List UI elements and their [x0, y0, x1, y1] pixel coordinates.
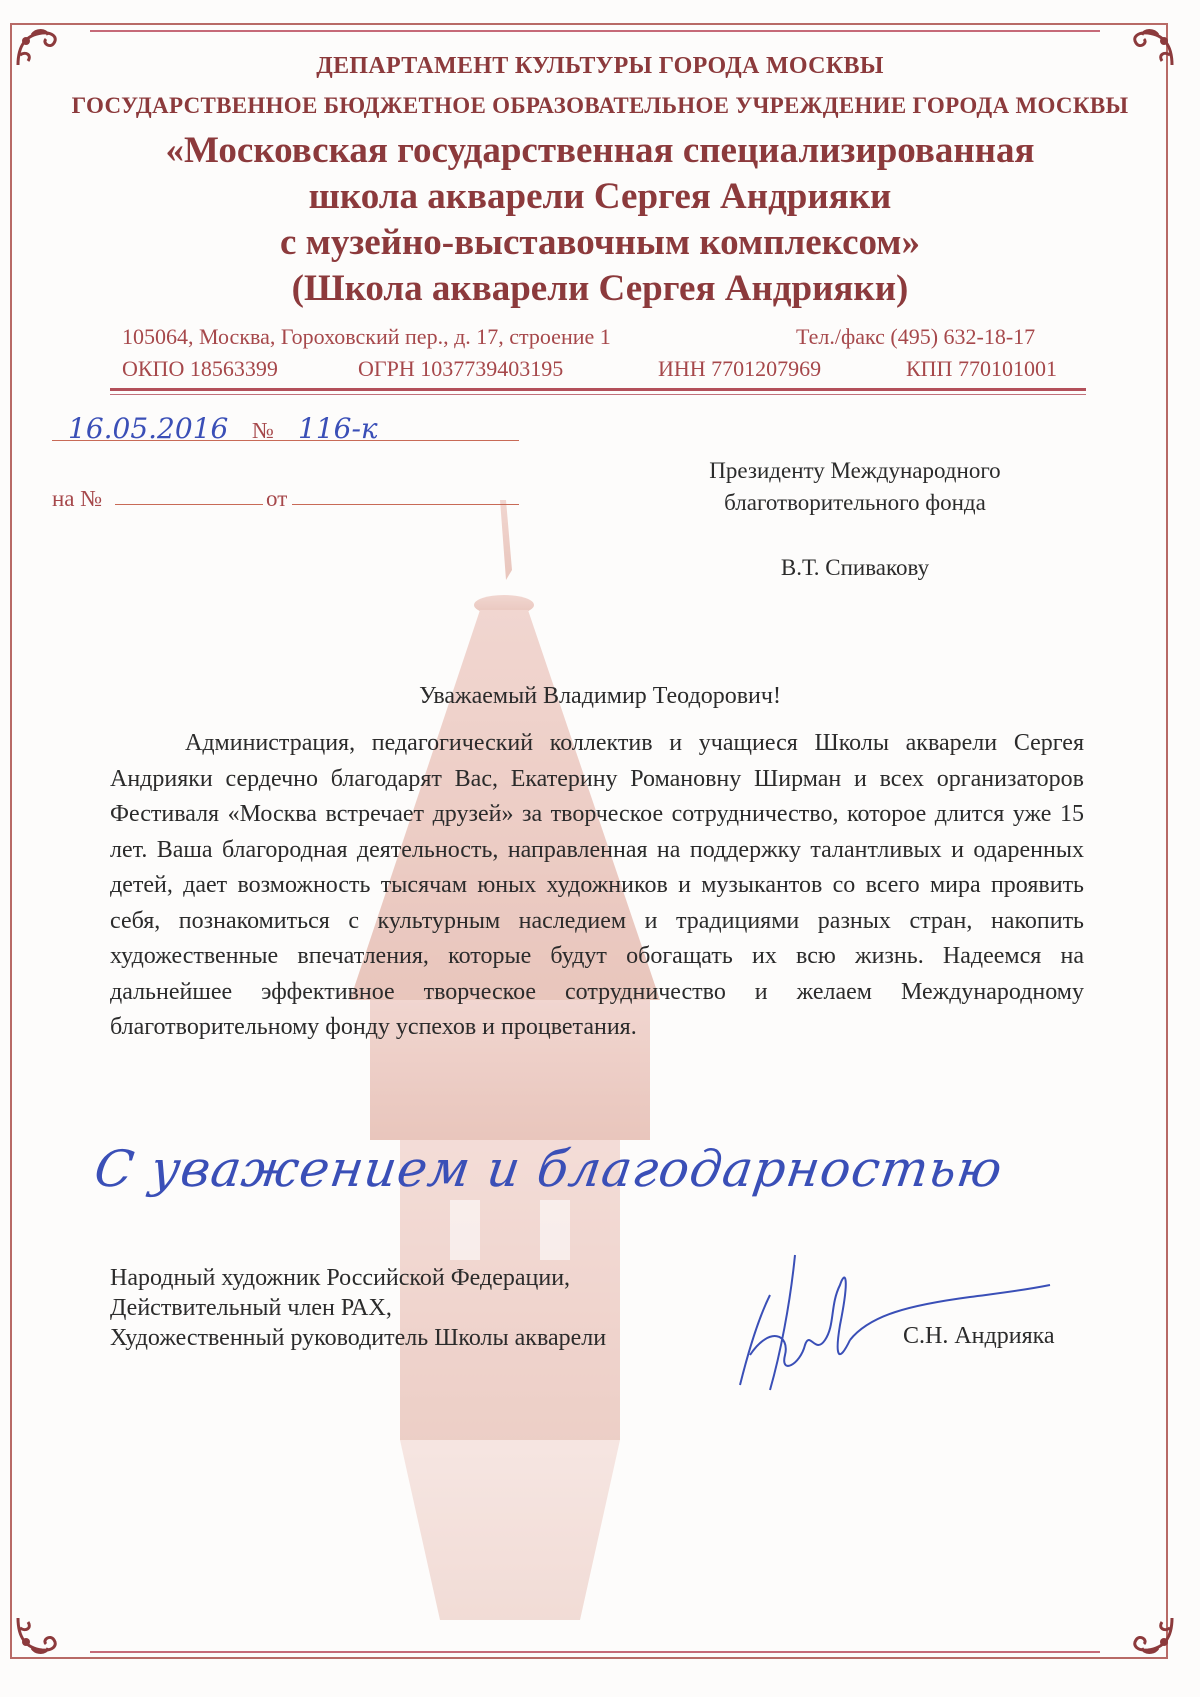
addressee-name: В.Т. Спивакову [780, 555, 930, 580]
tower-watermark [330, 500, 690, 1620]
addressee-line-1: Президенту Международного [709, 458, 1001, 483]
letter-greeting: Уважаемый Владимир Теодорович! [419, 683, 781, 709]
top-border-line [90, 30, 1100, 32]
signatory-title-2: Действительный член РАХ, [110, 1295, 392, 1321]
reply-to-label: на № [52, 486, 103, 511]
signatory-title-3: Художественный руководитель Школы акварели [110, 1325, 607, 1351]
signatory-title-1: Народный художник Российской Федерации, [110, 1265, 571, 1291]
address: 105064, Москва, Гороховский пер., д. 17, строение 1 [122, 324, 611, 349]
letterhead-divider-thin [110, 394, 1086, 395]
inn-code: ИНН 7701207969 [658, 356, 822, 381]
kpp-code: КПП 770101001 [906, 356, 1057, 381]
handwritten-signature [710, 1245, 1080, 1395]
ogrn-code: ОГРН 1037739403195 [358, 356, 564, 381]
okpo-code: ОКПО 18563399 [122, 356, 278, 381]
reply-from-label: от [266, 486, 288, 511]
reply-number-field[interactable] [115, 504, 263, 505]
institution-name-line-2: школа акварели Сергея Андрияки [308, 176, 892, 217]
phone-fax: Тел./факс (495) 632-18-17 [796, 324, 1036, 349]
department-name: ДЕПАРТАМЕНТ КУЛЬТУРЫ ГОРОДА МОСКВЫ [316, 53, 884, 79]
signatory-name: С.Н. Андрияка [903, 1323, 1055, 1349]
letterhead-divider [110, 388, 1086, 391]
outgoing-date: 16.05.2016 [68, 412, 229, 445]
corner-ornament-bottom-left [12, 1588, 82, 1658]
number-label: № [252, 418, 274, 443]
institution-type: ГОСУДАРСТВЕННОЕ БЮДЖЕТНОЕ ОБРАЗОВАТЕЛЬНОЕ УЧРЕЖДЕНИЕ ГОРОДА МОСКВЫ [71, 93, 1129, 118]
reply-date-field[interactable] [292, 504, 519, 505]
outgoing-number: 116-к [298, 412, 378, 445]
letter-body: Администрация, педагогический коллектив и учащиеся Школы акварели Сергея Андрияки сердечно благодарят Вас, Екатерину Романовну Ширман и всех организаторов Фестиваля «Москва встречает друзей» за творческое сотрудничество, которое длится уже 15 лет. Ваша благородная деятельность, направленная на поддержку талантливых и одаренных детей, дает возможность тысячам юных художников и музыкантов со всего мира проявить себя, познакомиться с культурным наследием и традициями разных стран, накопить художественные впечатления, которые будут обогащать их всю жизнь. Надеемся на дальнейшее эффективное творческое сотрудничество и желаем Международному благотворительному фонду успехов и процветания. [110, 730, 1084, 1040]
addressee-line-2: благотворительного фонда [724, 490, 986, 515]
handwritten-closing: С уважением и благодарностью [90, 1140, 1007, 1198]
corner-ornament-bottom-right [1108, 1588, 1178, 1658]
signatory-titles [110, 1263, 606, 1353]
institution-name-line-1: «Московская государственная специализированная [165, 130, 1035, 171]
bottom-border-line [90, 1651, 1100, 1653]
institution-name-line-3: с музейно-выставочным комплексом» [280, 222, 920, 263]
institution-name-line-4: (Школа акварели Сергея Андрияки) [291, 268, 909, 309]
